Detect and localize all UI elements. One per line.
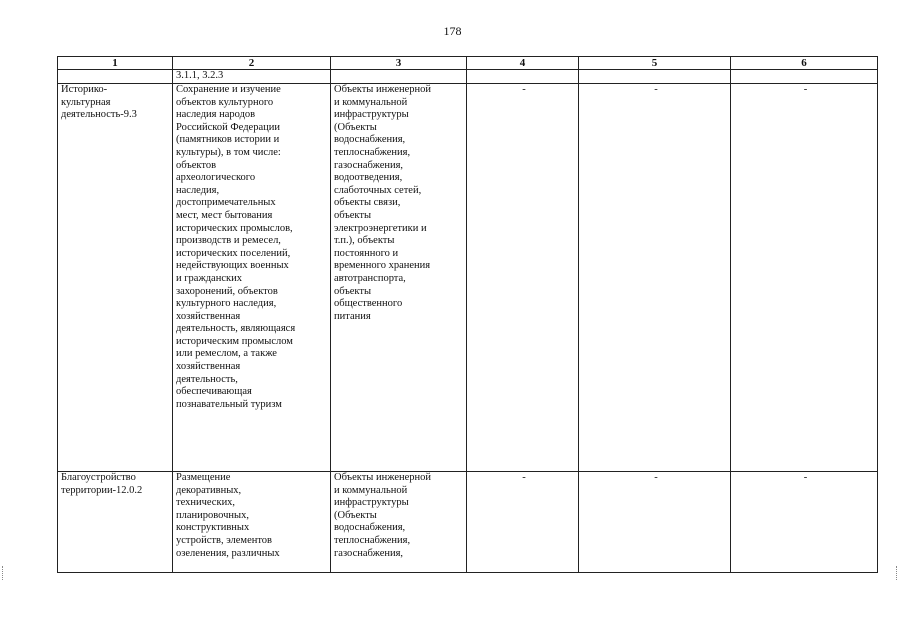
continuation-row [58,70,878,84]
page-number: 178 [443,24,462,38]
land-use-type-cell [58,84,173,472]
column-4-value: - [522,84,526,95]
table-row [58,84,878,472]
column-header-6: 6 [731,57,878,70]
zoning-table [57,56,878,573]
permitted-objects-cell [331,472,467,573]
column-5-cell [579,84,731,472]
land-use-type-text: Историко- культурная деятельность-9.3 [61,84,137,121]
land-use-description-text: Сохранение и изучение объектов культурного наследия народов Российской Федерации (памятников истории и культуры), в том числе: объектов археологического наследия, достопримечательных мест, мест бытования исторических промыслов, производств и ремесел, исторических поселений, недействующих военных и гражданских захоронений, объектов культурного наследия, хозяйственная деятельность, являющаяся историческим промыслом или ремеслом, а также хозяйственная деятельность, обеспечивающая познавательный туризм [176,84,296,410]
continuation-cell-3 [331,70,467,84]
permitted-objects-cell [331,84,467,472]
column-header-1: 1 [58,57,173,70]
table-row [58,472,878,573]
permitted-objects-text: Объекты инженерной и коммунальной инфраструктуры (Объекты водоснабжения, теплоснабжения, газоснабжения, [334,472,432,559]
continuation-cell-5 [579,70,731,84]
continuation-cell-2 [173,70,331,84]
land-use-description-cell [173,84,331,472]
column-header-2: 2 [173,57,331,70]
continuation-cell-4 [467,70,579,84]
land-use-description-cell [173,472,331,573]
column-4-cell [467,472,579,573]
continuation-cell-6 [731,70,878,84]
land-use-description-text: Размещение декоративных, технических, планировочных, конструктивных устройств, элементов озеленения, различных [176,472,280,559]
column-6-cell [731,84,878,472]
land-use-type-cell [58,472,173,573]
continuation-cell-1 [58,70,173,84]
left-scan-mark [2,566,9,580]
column-5-value: - [654,84,658,95]
column-5-value: - [654,472,658,483]
column-4-value: - [522,472,526,483]
table-header-row [58,57,878,70]
column-header-4: 4 [467,57,579,70]
continuation-cell-2-text: 3.1.1, 3.2.3 [176,70,224,81]
column-6-value: - [803,472,808,483]
column-header-5: 5 [579,57,731,70]
column-5-cell [579,472,731,573]
column-6-value: - [803,84,808,95]
permitted-objects-text: Объекты инженерной и коммунальной инфраструктуры (Объекты водоснабжения, теплоснабжения, газоснабжения, водоотведения, слаботочных сетей, объекты связи, объекты электроэнергетики и т.п.), объекты постоянного и временного хранения автотранспорта, объекты общественного питания [334,84,432,322]
column-6-cell [731,472,878,573]
right-scan-mark [896,566,903,580]
column-4-cell [467,84,579,472]
land-use-type-text: Благоустройство территории-12.0.2 [61,472,143,496]
column-header-3: 3 [331,57,467,70]
